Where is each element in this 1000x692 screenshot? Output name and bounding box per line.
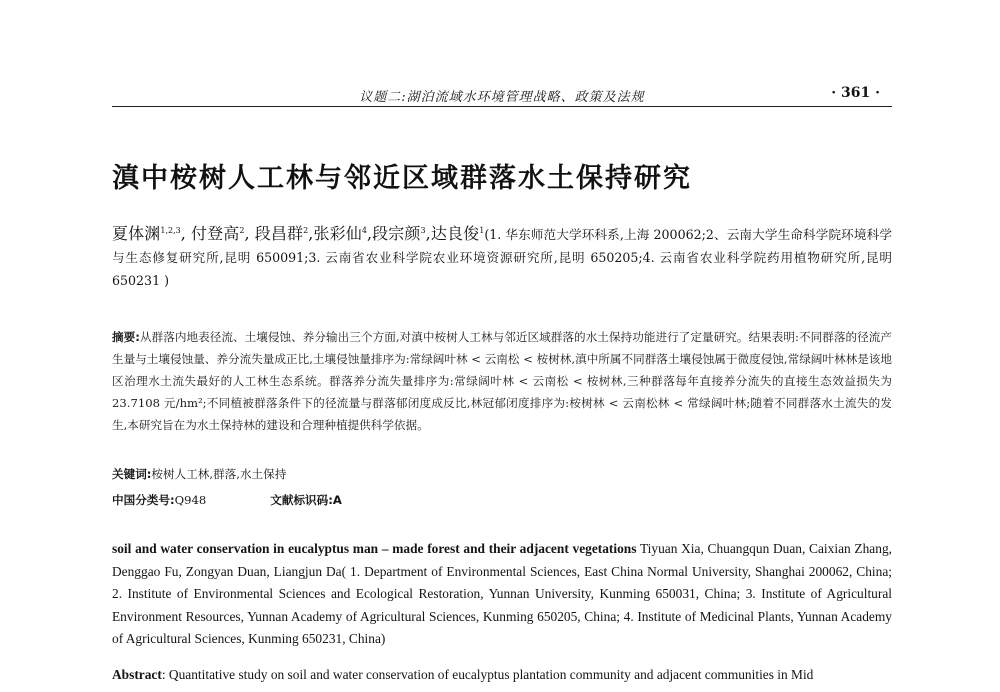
page-number: · 361 · (831, 85, 880, 101)
doc-code-label: 文献标识码: (270, 493, 333, 507)
english-authors-affiliations: Tiyuan Xia, Chuangqun Duan, Caixian Zhang, Denggao Fu, Zongyan Duan, Liangjun Da( 1. Department of Environmental Sciences, East China Normal University, Shanghai 200062, China; 2. Institute of Environmental Sciences and Ecological Restoration, Yunnan University, Kunming 650031, China; 3. Institute of Agricultural Environment Resources, Yunnan Academy of Agricultural Sciences, Kunming 650205, China; 4. Institute of Medicinal Plants, Yunnan Academy of Agricultural Sciences, Kunming 650231, China) (112, 541, 892, 647)
abstract-text: 从群落内地表径流、土壤侵蚀、养分输出三个方面,对滇中桉树人工林与邻近区域群落的水土保持功能进行了定量研究。结果表明:不同群落的径流产生量与土壤侵蚀量、养分流失量成正比,土壤侵蚀量排序为:常绿阔叶林 < 云南松 < 桉树林,滇中所属不同群落土壤侵蚀属于微度侵蚀,常绿阔叶林林是该地区治理水土流失最好的人工林生态系统。群落养分流失量排序为:常绿阔叶林 < 云南松 < 桉树林,三种群落每年直接养分流失的直接生态效益损失为 23.7108 元/hm²;不同植被群落条件下的径流量与群落郁闭度成反比,林冠郁闭度排序为:桉树林 < 云南松林 < 常绿阔叶林;随着不同群落水土流失的发生,本研究旨在为水土保持林的建设和合理种植提供科学依据。 (112, 330, 892, 432)
author-name: 达良俊 (430, 224, 480, 243)
doc-code-value: A (332, 493, 342, 507)
english-title: soil and water conservation in eucalyptus man – made forest and their adjacent vegetations (112, 541, 637, 556)
paper-title: 滇中桉树人工林与邻近区域群落水土保持研究 (112, 163, 692, 194)
author-name: 张彩仙 (313, 224, 362, 243)
english-abstract-label: Abstract (112, 667, 162, 682)
author-affiliation-mark: 4 (361, 226, 367, 235)
english-title-block (112, 538, 892, 651)
english-abstract-text: : Quantitative study on soil and water conservation of eucalyptus plantation community and adjacent communities in Mid (161, 667, 814, 682)
author-names: 夏体渊$^{1,2,3}$, 付登高$^2$, 段昌群$^2$,张彩仙$^4$,段宗颜$^3$,达良俊$^1$ (112, 224, 485, 243)
keywords-label: 关键词: (112, 467, 152, 481)
affiliations: (1. 华东师范大学环科系,上海 200062;2、云南大学生命科学院环境科学与生态修复研究所,昆明 650091;3. 云南省农业科学院农业环境资源研究所,昆明 650205;4. 云南省农业科学院药用植物研究所,昆明 650231 ) (112, 227, 892, 288)
author-affiliation-mark: 1,2,3 (160, 226, 181, 235)
author-affiliation-mark: 2 (303, 226, 309, 235)
keywords-text: 桉树人工林,群落,水土保持 (151, 467, 287, 481)
author-name: 付登高 (191, 224, 240, 243)
author-affiliation-mark: 1 (479, 226, 485, 235)
keywords (112, 466, 286, 482)
author-name: 段宗颜 (372, 224, 421, 243)
abstract-label: 摘要: (112, 330, 140, 344)
english-abstract (112, 664, 892, 686)
author-name: 段昌群 (254, 224, 304, 243)
running-head (112, 84, 892, 107)
classification-line (112, 492, 342, 508)
clc-label: 中国分类号: (112, 493, 175, 507)
author-affiliation-mark: 2 (239, 226, 245, 235)
author-affiliation-mark: 3 (420, 226, 426, 235)
abstract-chinese (112, 326, 892, 436)
author-name: 夏体渊 (112, 224, 161, 243)
author-block (112, 222, 892, 292)
clc-value: Q948 (174, 493, 207, 507)
running-head-text: 议题二:湖泊流域水环境管理战略、政策及法规 (359, 90, 645, 105)
